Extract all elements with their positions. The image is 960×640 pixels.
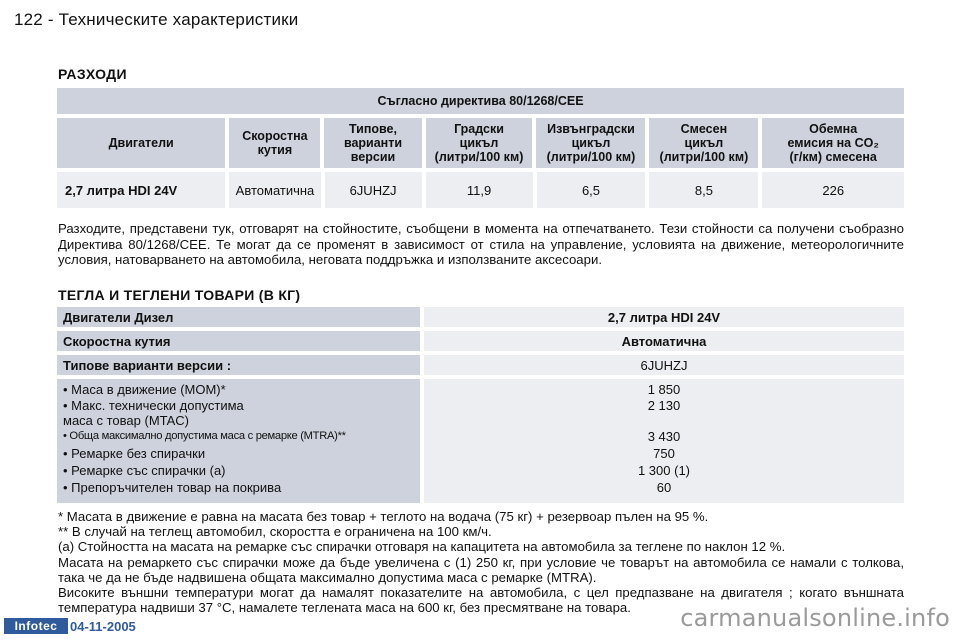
list-value: 1 850 xyxy=(647,382,681,397)
consumption-paragraph: Разходите, представени тук, отговарят на стойностите, съобщени в момента на отпечатването. Тези стойности са получени съобразно Директива 80/1268/CEE. Те могат да се променят в зависимост от стила на управление, условията на движение, метеорологичните условия, натоварването на автомобила, неговата поддръжка и използваните аксесоари. xyxy=(58,221,904,267)
mass-labels xyxy=(57,379,420,503)
footnote: Масата на ремаркето със спирачки може да бъде увеличена с (1) 250 кг, при условие че товарът на автомобила се намали с толкова, така че да не бъде надвишена общата максимално допустима маса с ремарке (MTRA). xyxy=(58,554,904,585)
footer xyxy=(4,618,136,634)
footnote: * Масата в движение е равна на масата без товар + теглото на водача (75 кг) + резервоар пълен на 95 %. xyxy=(58,509,709,524)
mass-block xyxy=(57,379,904,503)
watermark: carmanualsonline.info xyxy=(680,604,950,632)
infotec-logo: Infotec xyxy=(4,618,68,634)
cell-combined: 8,5 xyxy=(649,172,758,208)
col-urban: Градски цикъл (литри/100 км) xyxy=(426,118,533,168)
versions-label: Типове варианти версии : xyxy=(57,355,420,375)
consumption-title: РАЗХОДИ xyxy=(58,66,127,82)
col-engine: Двигатели xyxy=(57,118,225,168)
weights-title: ТЕГЛА И ТЕГЛЕНИ ТОВАРИ (В КГ) xyxy=(58,287,301,303)
consumption-header-row xyxy=(57,118,904,168)
list-value: 3 430 xyxy=(647,429,681,444)
footnote: ** В случай на теглещ автомобил, скоростта е ограничена на 100 км/ч. xyxy=(58,524,492,540)
engine-label: Двигатели Дизел xyxy=(57,307,420,327)
engine-value: 2,7 литра HDI 24V xyxy=(424,307,904,327)
cell-versions: 6JUHZJ xyxy=(325,172,422,208)
weights-engine-row xyxy=(57,307,904,327)
versions-value: 6JUHZJ xyxy=(424,355,904,375)
cell-gearbox: Автоматична xyxy=(229,172,320,208)
weights-versions-row xyxy=(57,355,904,375)
list-value: 1 300 (1) xyxy=(637,463,691,478)
footnote: Високите външни температури могат да намалят показателите на автомобила, с цел предпазване на двигателя ; когато външната температура надвиши 37 °С, намалете теглената маса на 600 кг, без пресмятване на товара. xyxy=(58,585,904,616)
cell-co2: 226 xyxy=(762,172,904,208)
footnotes xyxy=(58,509,904,615)
footnote: (а) Стойността на масата на ремарке със спирачки отговаря на капацитета на автомобила за теглене по наклон 12 %. xyxy=(58,539,786,555)
mass-values xyxy=(424,379,904,503)
footer-date: 04-11-2005 xyxy=(70,618,136,634)
col-gearbox: Скоростна кутия xyxy=(229,118,320,168)
list-item: • Маса в движение (MOM)* xyxy=(63,382,226,397)
cell-engine: 2,7 литра HDI 24V xyxy=(57,172,225,208)
page-header: 122 - Техническите характеристики xyxy=(14,10,299,29)
list-item: • Макс. технически допустима маса с товар (MTAC) xyxy=(63,398,244,428)
col-versions: Типове, варианти версии xyxy=(324,118,421,168)
list-item: • Препоръчителен товар на покрива xyxy=(63,480,282,495)
list-value: 60 xyxy=(656,480,672,495)
list-item: • Ремарке без спирачки xyxy=(63,446,206,461)
col-combined: Смесен цикъл (литри/100 км) xyxy=(649,118,758,168)
list-item: • Обща максимално допустима маса с ремарке (MTRA)** xyxy=(63,430,346,442)
col-extra-urban: Извънградски цикъл (литри/100 км) xyxy=(536,118,645,168)
list-value: 750 xyxy=(653,446,675,461)
list-value: 2 130 xyxy=(647,398,681,413)
weights-gearbox-row xyxy=(57,331,904,351)
consumption-directive-banner: Съгласно директива 80/1268/CEE xyxy=(57,88,904,114)
col-co2: Обемна емисия на CO₂ (г/км) смесена xyxy=(762,118,904,168)
gearbox-value: Автоматична xyxy=(424,331,904,351)
gearbox-label: Скоростна кутия xyxy=(57,331,420,351)
cell-extra-urban: 6,5 xyxy=(537,172,646,208)
table-row xyxy=(57,172,904,208)
cell-urban: 11,9 xyxy=(426,172,533,208)
list-item: • Ремарке със спирачки (a) xyxy=(63,463,226,478)
